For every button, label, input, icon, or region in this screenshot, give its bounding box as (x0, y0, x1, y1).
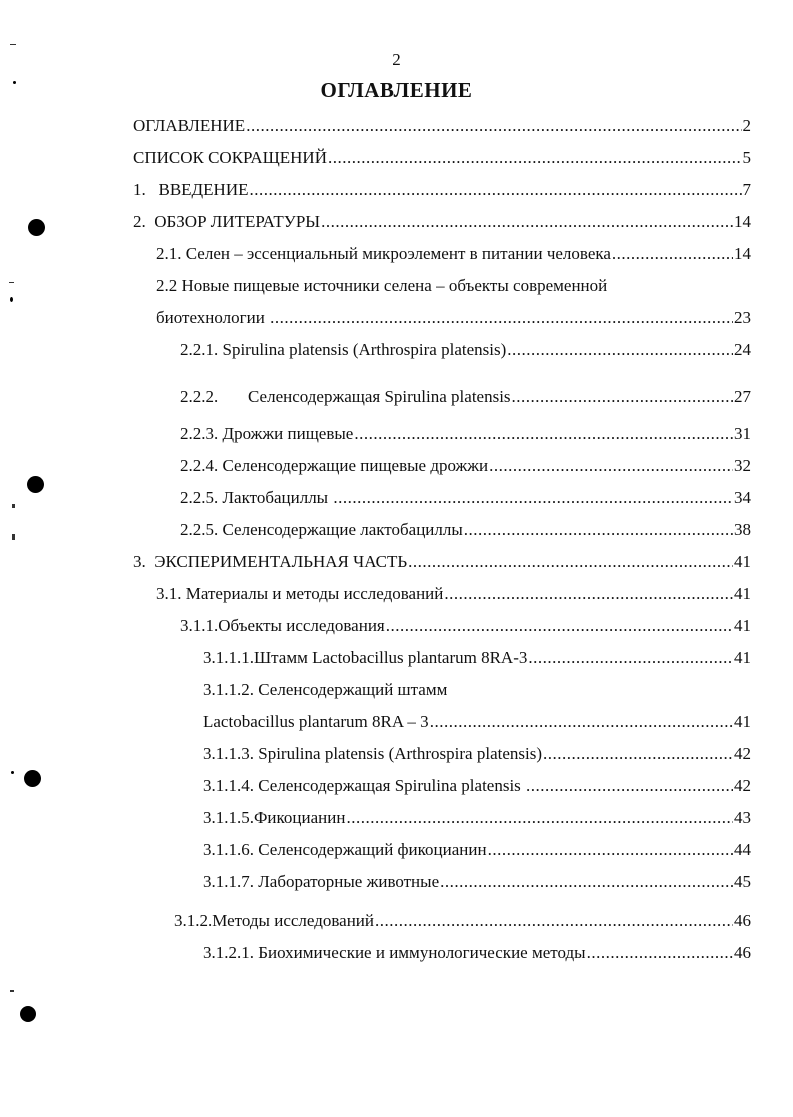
leader-dots (354, 422, 733, 446)
toc-entry-2-2-line1[interactable]: 2.2 Новые пищевые источники селена – объекты современной (156, 276, 608, 295)
toc-entry-3-1-1-5[interactable] (203, 806, 751, 830)
binder-hole-mark (20, 1006, 36, 1022)
toc-entry-page: 41 (734, 712, 751, 731)
leader-dots (440, 870, 733, 894)
toc-entry-label: 3.1.2.1. Биохимические и иммунологические методы (203, 943, 586, 962)
leader-dots (346, 806, 733, 830)
leader-dots (526, 774, 733, 798)
toc-entry-page: 38 (734, 520, 751, 539)
toc-entry-label: 3. ЭКСПЕРИМЕНТАЛЬНАЯ ЧАСТЬ (133, 552, 408, 571)
toc-entry-label: 2.1. Селен – эссенциальный микроэлемент в питании человека (156, 244, 611, 263)
leader-dots (430, 710, 733, 734)
binder-hole-mark (24, 770, 41, 787)
toc-entry-label: 3.1.1.6. Селенсодержащий фикоцианин (203, 840, 487, 859)
leader-dots (328, 146, 742, 170)
leader-dots (587, 941, 733, 965)
leader-dots (408, 550, 733, 574)
leader-dots (444, 582, 733, 606)
toc-entry-3-1-2-1[interactable] (203, 941, 751, 965)
toc-entry-page: 2 (742, 116, 751, 135)
toc-entry-3-1-1-4[interactable] (203, 774, 751, 798)
leader-dots (464, 518, 733, 542)
leader-dots (375, 909, 733, 933)
toc-entry-3-1-1-2[interactable] (203, 710, 751, 734)
scan-speck (11, 771, 14, 774)
binder-hole-mark (28, 219, 45, 236)
toc-entry-page: 14 (734, 212, 751, 231)
toc-entry-label: 3.1.1.7. Лабораторные животные (203, 872, 440, 891)
toc-entry-page: 14 (734, 244, 751, 263)
toc-entry-label: СПИСОК СОКРАЩЕНИЙ (133, 148, 327, 167)
leader-dots (528, 646, 733, 670)
toc-entry-page: 41 (734, 616, 751, 635)
toc-entry-page: 27 (734, 387, 751, 406)
binder-hole-mark (27, 476, 44, 493)
leader-dots (333, 486, 733, 510)
scan-speck (13, 81, 16, 84)
toc-entry-label: 2. ОБЗОР ЛИТЕРАТУРЫ (133, 212, 321, 231)
toc-entry-label: 3.1.1.4. Селенсодержащая Spirulina platensis (203, 776, 526, 795)
toc-entry-label: биотехнологии (156, 308, 270, 327)
leader-dots (512, 385, 733, 409)
toc-entry-page: 46 (734, 943, 751, 962)
leader-dots (543, 742, 733, 766)
leader-dots (386, 614, 733, 638)
toc-entry-3-1-1-7[interactable] (203, 870, 751, 894)
toc-entry-label: 3.1.1.1.Штамм Lactobacillus plantarum 8RA-3 (203, 648, 528, 667)
toc-entry-label: 3.1.1.Объекты исследования (180, 616, 385, 635)
leader-dots (249, 178, 741, 202)
toc-entry-3-1-1-2-line1[interactable]: 3.1.1.2. Селенсодержащий штамм (203, 680, 448, 699)
toc-entry-page: 24 (734, 340, 751, 359)
toc-entry-page: 42 (734, 776, 751, 795)
toc-entry-3-1-1[interactable] (180, 614, 751, 638)
scan-speck (12, 534, 15, 540)
toc-entry-label: 2.2.3. Дрожжи пищевые (180, 424, 354, 443)
toc-entry-label: ОГЛАВЛЕНИЕ (133, 116, 246, 135)
toc-entry-page: 46 (734, 911, 751, 930)
toc-entry-page: 34 (734, 488, 751, 507)
toc-entry-page: 32 (734, 456, 751, 475)
scan-speck (10, 990, 14, 992)
toc-entry-contents[interactable] (133, 114, 751, 138)
toc-entry-experimental[interactable] (133, 550, 751, 574)
toc-entry-label: 2.2.5. Лактобациллы (180, 488, 333, 507)
toc-entry-page: 41 (734, 552, 751, 571)
toc-entry-3-1-1-6[interactable] (203, 838, 751, 862)
scan-speck (10, 297, 13, 302)
toc-entry-page: 7 (742, 180, 751, 199)
leader-dots (246, 114, 741, 138)
toc-entry-page: 45 (734, 872, 751, 891)
leader-dots (489, 454, 733, 478)
toc-entry-label: Lactobacillus plantarum 8RA – 3 (203, 712, 429, 731)
leader-dots (270, 306, 733, 330)
scan-speck (9, 282, 14, 283)
page-title: ОГЛАВЛЕНИЕ (320, 78, 473, 102)
leader-dots (612, 242, 733, 266)
scan-speck (12, 504, 15, 508)
leader-dots (321, 210, 733, 234)
toc-entry-2-2-5b[interactable] (180, 518, 751, 542)
toc-entry-3-1[interactable] (156, 582, 751, 606)
leader-dots (488, 838, 733, 862)
toc-entry-2-2-2[interactable] (180, 385, 751, 409)
toc-entry-page: 23 (734, 308, 751, 327)
toc-entry-3-1-1-3[interactable] (203, 742, 751, 766)
toc-entry-abbreviations[interactable] (133, 146, 751, 170)
toc-entry-page: 5 (742, 148, 751, 167)
toc-entry-literature-review[interactable] (133, 210, 751, 234)
toc-entry-introduction[interactable] (133, 178, 751, 202)
toc-entry-3-1-2[interactable] (174, 909, 751, 933)
toc-entry-2-2-5a[interactable] (180, 486, 751, 510)
toc-entry-label: 3.1.2.Методы исследований (174, 911, 375, 930)
toc-entry-label: 3.1.1.3. Spirulina platensis (Arthrospira platensis) (203, 744, 543, 763)
toc-entry-2-1[interactable] (156, 242, 751, 266)
toc-entry-2-2-1[interactable] (180, 338, 751, 362)
toc-entry-page: 42 (734, 744, 751, 763)
toc-entry-label: 1. ВВЕДЕНИЕ (133, 180, 249, 199)
toc-entry-3-1-1-1[interactable] (203, 646, 751, 670)
toc-entry-label: 2.2.2. Селенсодержащая Spirulina platensis (180, 387, 511, 406)
toc-entry-page: 31 (734, 424, 751, 443)
toc-entry-page: 43 (734, 808, 751, 827)
toc-entry-page: 44 (734, 840, 751, 859)
toc-entry-2-2-4[interactable] (180, 454, 751, 478)
toc-entry-label: 2.2.4. Селенсодержащие пищевые дрожжи (180, 456, 489, 475)
toc-entry-page: 41 (734, 648, 751, 667)
leader-dots (507, 338, 733, 362)
toc-entry-label: 2.2.1. Spirulina platensis (Arthrospira platensis) (180, 340, 507, 359)
toc-entry-label: 3.1.1.5.Фикоцианин (203, 808, 346, 827)
scan-speck (10, 44, 16, 45)
toc-entry-2-2-3[interactable] (180, 422, 751, 446)
toc-entry-label: 2.2.5. Селенсодержащие лактобациллы (180, 520, 463, 539)
toc-entry-label: 3.1. Материалы и методы исследований (156, 584, 444, 603)
page-number: 2 (392, 50, 401, 69)
toc-entry-page: 41 (734, 584, 751, 603)
toc-entry-2-2[interactable] (156, 306, 751, 330)
